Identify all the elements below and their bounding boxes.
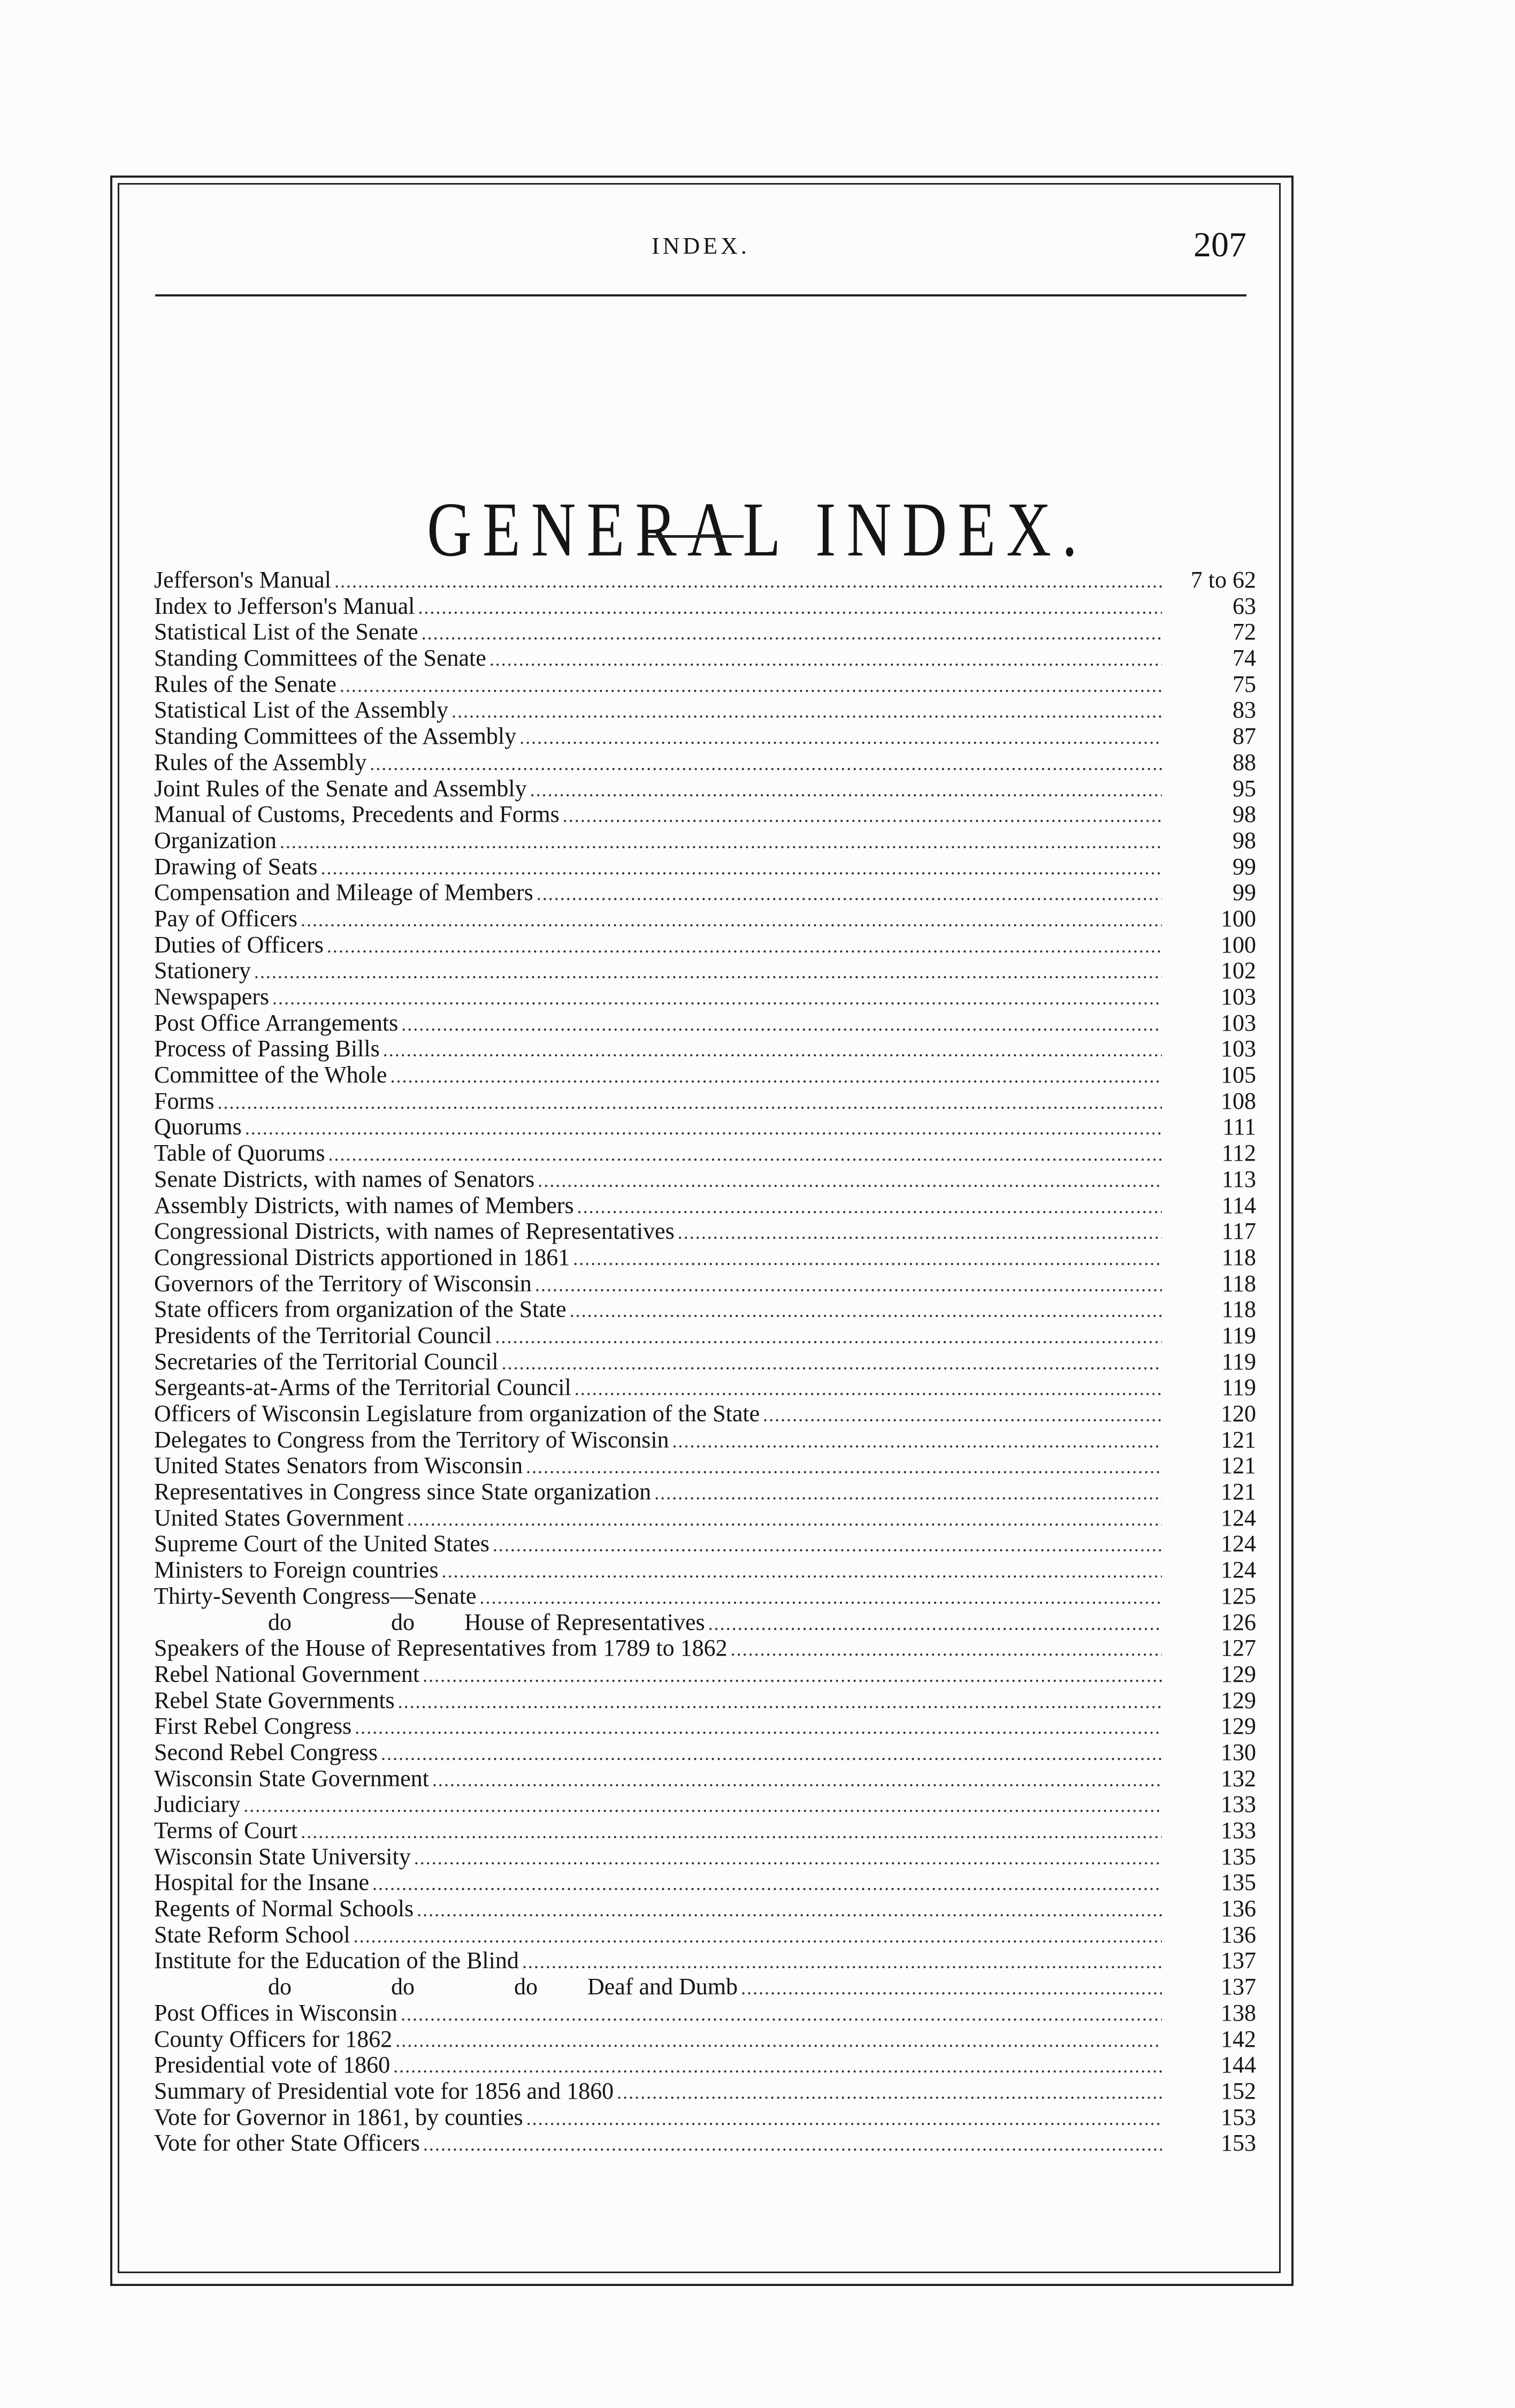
- dot-leader: [617, 2079, 1162, 2105]
- entry-label: Stationery: [154, 958, 251, 984]
- dot-leader: [452, 698, 1162, 723]
- index-entry: [154, 619, 1256, 645]
- index-entry: [154, 1740, 1256, 1766]
- entry-label: Index to Jefferson's Manual: [154, 593, 415, 619]
- dot-leader: [577, 1194, 1162, 1219]
- index-entry: [154, 2130, 1256, 2156]
- dot-leader: [217, 1089, 1162, 1115]
- page-title: GENERAL INDEX.: [427, 487, 1088, 573]
- entry-label: Post Office Arrangements: [154, 1010, 399, 1036]
- entry-label: Officers of Wisconsin Legislature from organization of the State: [154, 1401, 760, 1427]
- index-entry: [154, 1167, 1256, 1193]
- index-entry: [154, 672, 1256, 698]
- entry-label: Forms: [154, 1088, 215, 1114]
- entry-label: Presidents of the Territorial Council: [154, 1322, 492, 1348]
- entry-label: Summary of Presidential vote for 1856 and 1860: [154, 2078, 614, 2104]
- header-rule: [155, 294, 1246, 296]
- entry-page: 103: [1221, 1010, 1256, 1036]
- entry-label: Post Offices in Wisconsin: [154, 2000, 397, 2026]
- ditto-mark: do: [514, 1974, 538, 2000]
- entry-page: 133: [1221, 1818, 1256, 1843]
- entry-label: First Rebel Congress: [154, 1713, 352, 1740]
- index-list: [154, 567, 1256, 2156]
- running-head: [155, 225, 1246, 268]
- entry-page: 100: [1221, 932, 1256, 958]
- entry-page: 133: [1221, 1792, 1256, 1818]
- index-entry: [154, 1557, 1256, 1583]
- dot-leader: [280, 829, 1162, 854]
- index-entry: [154, 1688, 1256, 1714]
- index-entry: [154, 1896, 1256, 1922]
- index-entry: [154, 1792, 1256, 1818]
- index-entry: [154, 802, 1256, 828]
- entry-page: 87: [1233, 723, 1256, 750]
- dot-leader: [731, 1636, 1162, 1662]
- index-entry: [154, 2052, 1256, 2078]
- dot-leader: [526, 2106, 1162, 2131]
- index-entry: [154, 1401, 1256, 1427]
- dot-leader: [654, 1480, 1162, 1505]
- index-entry: [154, 1635, 1256, 1662]
- dot-leader: [530, 777, 1162, 802]
- entry-page: 121: [1221, 1453, 1256, 1479]
- entry-page: 129: [1221, 1713, 1256, 1740]
- dot-leader: [672, 1428, 1162, 1453]
- dot-leader: [422, 620, 1162, 645]
- running-title: INDEX.: [652, 233, 750, 259]
- index-entry: [154, 1766, 1256, 1792]
- entry-label: Presidential vote of 1860: [154, 2052, 391, 2078]
- entry-page: 72: [1233, 619, 1256, 645]
- dot-leader: [763, 1402, 1162, 1427]
- entry-page: 105: [1221, 1062, 1256, 1088]
- entry-page: 98: [1233, 827, 1256, 854]
- entry-label: [154, 1974, 738, 2000]
- index-entry: [154, 958, 1256, 984]
- index-entry: [154, 1218, 1256, 1245]
- index-entry: [154, 2078, 1256, 2105]
- entry-label: Terms of Court: [154, 1818, 298, 1843]
- entry-page: 118: [1221, 1297, 1256, 1323]
- index-entry: [154, 1844, 1256, 1870]
- dot-leader: [495, 1324, 1162, 1349]
- entry-page: 7 to 62: [1190, 567, 1256, 593]
- entry-label: Thirty-Seventh Congress—Senate: [154, 1583, 477, 1609]
- index-entry: [154, 1271, 1256, 1297]
- index-entry: [154, 932, 1256, 958]
- entry-label: Delegates to Congress from the Territory of Wisconsin: [154, 1427, 669, 1453]
- entry-label: United States Government: [154, 1505, 404, 1531]
- index-entry: [154, 776, 1256, 802]
- entry-label: County Officers for 1862: [154, 2026, 393, 2052]
- entry-page: 127: [1221, 1635, 1256, 1662]
- entry-label: Table of Quorums: [154, 1140, 325, 1167]
- dot-leader: [708, 1611, 1162, 1636]
- dot-leader: [370, 751, 1162, 776]
- dot-leader: [535, 1272, 1162, 1297]
- index-entry: [154, 1323, 1256, 1349]
- index-entry: [154, 1297, 1256, 1323]
- dot-leader: [741, 1975, 1162, 2000]
- index-entry: [154, 828, 1256, 854]
- index-entry: [154, 906, 1256, 932]
- index-entry: [154, 2105, 1256, 2131]
- dot-leader: [393, 2053, 1162, 2078]
- index-entry: [154, 1610, 1256, 1636]
- dot-leader: [321, 855, 1162, 880]
- index-entry: [154, 1427, 1256, 1453]
- dot-leader: [272, 985, 1162, 1010]
- entry-page: 121: [1221, 1427, 1256, 1453]
- entry-page: 136: [1221, 1922, 1256, 1948]
- dot-leader: [401, 1011, 1162, 1037]
- entry-page: 152: [1221, 2078, 1256, 2104]
- entry-label: Compensation and Mileage of Members: [154, 880, 533, 906]
- entry-label: Vote for Governor in 1861, by counties: [154, 2104, 523, 2130]
- dot-leader: [522, 1949, 1162, 1974]
- entry-label: Statistical List of the Senate: [154, 619, 418, 645]
- entry-label: Wisconsin State Government: [154, 1765, 429, 1792]
- entry-page: 142: [1221, 2026, 1256, 2052]
- entry-page: 132: [1221, 1765, 1256, 1792]
- dot-leader: [502, 1350, 1162, 1375]
- dot-leader: [395, 2028, 1162, 2053]
- entry-label: Newspapers: [154, 984, 270, 1010]
- entry-page: 111: [1222, 1114, 1256, 1140]
- index-entry: [154, 1505, 1256, 1531]
- entry-page: 102: [1221, 958, 1256, 984]
- dot-leader: [328, 1141, 1162, 1167]
- entry-page: 99: [1233, 854, 1256, 880]
- entry-label: Ministers to Foreign countries: [154, 1557, 439, 1583]
- index-entry: [154, 1349, 1256, 1375]
- dot-leader: [340, 673, 1162, 698]
- title-rule: [647, 535, 744, 538]
- dot-leader: [243, 1793, 1162, 1818]
- entry-page: 135: [1221, 1870, 1256, 1896]
- dot-leader: [390, 1063, 1162, 1088]
- entry-label: Rebel National Government: [154, 1661, 420, 1687]
- entry-page: 119: [1221, 1375, 1256, 1401]
- entry-label-text: House of Representatives: [464, 1609, 705, 1635]
- index-entry: [154, 1948, 1256, 1974]
- dot-leader: [417, 1897, 1162, 1922]
- entry-label: Institute for the Education of the Blind: [154, 1948, 519, 1974]
- dot-leader: [442, 1558, 1162, 1583]
- index-entry: [154, 1088, 1256, 1115]
- entry-label: United States Senators from Wisconsin: [154, 1453, 523, 1479]
- dot-leader: [354, 1923, 1162, 1948]
- entry-page: 138: [1221, 2000, 1256, 2026]
- index-entry: [154, 2000, 1256, 2026]
- dot-leader: [538, 1168, 1162, 1193]
- ditto-mark: do: [391, 1974, 415, 2000]
- entry-page: 126: [1221, 1609, 1256, 1635]
- dot-leader: [254, 959, 1162, 984]
- index-entry: [154, 1479, 1256, 1505]
- entry-page: 137: [1221, 1948, 1256, 1974]
- index-entry: [154, 567, 1256, 593]
- dot-leader: [573, 1246, 1162, 1271]
- index-entry: [154, 1583, 1256, 1610]
- page-number: 207: [1193, 225, 1246, 264]
- entry-label: Process of Passing Bills: [154, 1036, 380, 1062]
- entry-label: Manual of Customs, Precedents and Forms: [154, 802, 560, 828]
- entry-label: Pay of Officers: [154, 905, 297, 932]
- entry-label: Regents of Normal Schools: [154, 1896, 414, 1922]
- entry-page: 95: [1233, 775, 1256, 802]
- entry-label: State officers from organization of the State: [154, 1297, 567, 1323]
- dot-leader: [334, 568, 1162, 593]
- entry-label: Drawing of Seats: [154, 854, 318, 880]
- dot-leader: [537, 881, 1162, 906]
- dot-leader: [414, 1845, 1162, 1870]
- entry-label: Assembly Districts, with names of Members: [154, 1192, 574, 1218]
- index-entry: [154, 1974, 1256, 2000]
- entry-label: Second Rebel Congress: [154, 1739, 378, 1765]
- entry-page: 129: [1221, 1661, 1256, 1687]
- entry-page: 120: [1221, 1401, 1256, 1427]
- dot-leader: [355, 1714, 1162, 1740]
- entry-page: 112: [1221, 1140, 1256, 1167]
- dot-leader: [398, 1689, 1162, 1714]
- entry-page: 153: [1221, 2130, 1256, 2156]
- entry-page: 121: [1221, 1479, 1256, 1505]
- entry-page: 118: [1221, 1244, 1256, 1270]
- entry-page: 153: [1221, 2104, 1256, 2130]
- entry-page: 124: [1221, 1531, 1256, 1557]
- index-entry: [154, 880, 1256, 906]
- index-entry: [154, 1193, 1256, 1219]
- index-entry: [154, 645, 1256, 672]
- dot-leader: [372, 1871, 1162, 1896]
- entry-label: Wisconsin State University: [154, 1843, 411, 1870]
- dot-leader: [526, 1454, 1162, 1479]
- index-entry: [154, 1453, 1256, 1479]
- dot-leader: [678, 1220, 1162, 1245]
- entry-page: 114: [1221, 1192, 1256, 1218]
- entry-label: Committee of the Whole: [154, 1062, 387, 1088]
- dot-leader: [575, 1376, 1162, 1401]
- dot-leader: [479, 1584, 1162, 1610]
- dot-leader: [493, 1532, 1162, 1557]
- entry-label: Standing Committees of the Assembly: [154, 723, 517, 750]
- entry-label: Congressional Districts apportioned in 1861: [154, 1244, 570, 1270]
- index-entry: [154, 1010, 1256, 1037]
- dot-leader: [418, 595, 1162, 620]
- ditto-mark: do: [268, 1609, 292, 1635]
- entry-page: 83: [1233, 697, 1256, 723]
- entry-page: 99: [1233, 880, 1256, 906]
- entry-page: 74: [1233, 645, 1256, 672]
- entry-label: Statistical List of the Assembly: [154, 697, 448, 723]
- entry-page: 135: [1221, 1843, 1256, 1870]
- index-entry: [154, 1114, 1256, 1140]
- index-entry: [154, 1140, 1256, 1167]
- dot-leader: [301, 1819, 1162, 1844]
- entry-page: 136: [1221, 1896, 1256, 1922]
- dot-leader: [423, 1663, 1162, 1688]
- index-entry: [154, 697, 1256, 723]
- ditto-mark: do: [391, 1609, 415, 1635]
- entry-label: Jefferson's Manual: [154, 567, 331, 593]
- dot-leader: [245, 1115, 1162, 1140]
- index-entry: [154, 750, 1256, 776]
- entry-label: Hospital for the Insane: [154, 1870, 369, 1896]
- dot-leader: [301, 907, 1162, 932]
- dot-leader: [407, 1506, 1162, 1531]
- index-entry: [154, 1818, 1256, 1844]
- index-entry: [154, 1375, 1256, 1401]
- entry-page: 124: [1221, 1505, 1256, 1531]
- index-entry: [154, 1713, 1256, 1740]
- index-entry: [154, 593, 1256, 620]
- dot-leader: [327, 933, 1162, 958]
- entry-label: Rules of the Senate: [154, 671, 336, 697]
- entry-page: 144: [1221, 2052, 1256, 2078]
- dot-leader: [489, 646, 1162, 672]
- entry-page: 108: [1221, 1088, 1256, 1114]
- entry-label: Joint Rules of the Senate and Assembly: [154, 775, 527, 802]
- entry-label: Vote for other State Officers: [154, 2130, 420, 2156]
- index-entry: [154, 1531, 1256, 1557]
- entry-label: Congressional Districts, with names of Representatives: [154, 1218, 675, 1245]
- dot-leader: [423, 2131, 1162, 2156]
- entry-page: 75: [1233, 671, 1256, 697]
- dot-leader: [563, 803, 1162, 828]
- entry-page: 117: [1221, 1218, 1256, 1245]
- entry-label: Organization: [154, 827, 277, 854]
- index-entry: [154, 2026, 1256, 2053]
- entry-page: 113: [1221, 1166, 1256, 1192]
- dot-leader: [570, 1298, 1162, 1323]
- entry-label: Sergeants-at-Arms of the Territorial Council: [154, 1375, 571, 1401]
- entry-page: 119: [1221, 1348, 1256, 1375]
- entry-page: 118: [1221, 1270, 1256, 1297]
- index-entry: [154, 984, 1256, 1010]
- dot-leader: [381, 1741, 1162, 1766]
- index-entry: [154, 1062, 1256, 1088]
- entry-label: Duties of Officers: [154, 932, 324, 958]
- entry-page: 119: [1221, 1322, 1256, 1348]
- entry-label-text: Deaf and Dumb: [587, 1974, 738, 2000]
- index-entry: [154, 1036, 1256, 1062]
- entry-page: 129: [1221, 1687, 1256, 1713]
- entry-page: 98: [1233, 802, 1256, 828]
- entry-page: 63: [1233, 593, 1256, 619]
- index-entry: [154, 1245, 1256, 1271]
- index-entry: [154, 723, 1256, 750]
- entry-label: Rebel State Governments: [154, 1687, 395, 1713]
- index-entry: [154, 1922, 1256, 1948]
- entry-page: 125: [1221, 1583, 1256, 1609]
- entry-label: [154, 1610, 705, 1636]
- entry-label: Quorums: [154, 1114, 242, 1140]
- index-entry: [154, 1662, 1256, 1688]
- dot-leader: [401, 2001, 1162, 2026]
- dot-leader: [383, 1037, 1162, 1062]
- entry-page: 124: [1221, 1557, 1256, 1583]
- entry-label: Supreme Court of the United States: [154, 1531, 489, 1557]
- entry-label: Speakers of the House of Representatives from 1789 to 1862: [154, 1635, 728, 1662]
- entry-page: 103: [1221, 984, 1256, 1010]
- entry-label: Secretaries of the Territorial Council: [154, 1348, 499, 1375]
- entry-label: Rules of the Assembly: [154, 749, 367, 775]
- entry-label: Standing Committees of the Senate: [154, 645, 486, 672]
- dot-leader: [519, 725, 1162, 750]
- dot-leader: [432, 1767, 1162, 1792]
- entry-label: Judiciary: [154, 1792, 241, 1818]
- entry-label: Representatives in Congress since State organization: [154, 1479, 652, 1505]
- index-entry: [154, 1870, 1256, 1896]
- entry-label: Governors of the Territory of Wisconsin: [154, 1270, 532, 1297]
- index-entry: [154, 854, 1256, 880]
- entry-page: 100: [1221, 905, 1256, 932]
- entry-label: State Reform School: [154, 1922, 350, 1948]
- entry-page: 103: [1221, 1036, 1256, 1062]
- entry-label: Senate Districts, with names of Senators: [154, 1166, 535, 1192]
- ditto-mark: do: [268, 1974, 292, 2000]
- entry-page: 88: [1233, 749, 1256, 775]
- entry-page: 130: [1221, 1739, 1256, 1765]
- entry-page: 137: [1221, 1974, 1256, 2000]
